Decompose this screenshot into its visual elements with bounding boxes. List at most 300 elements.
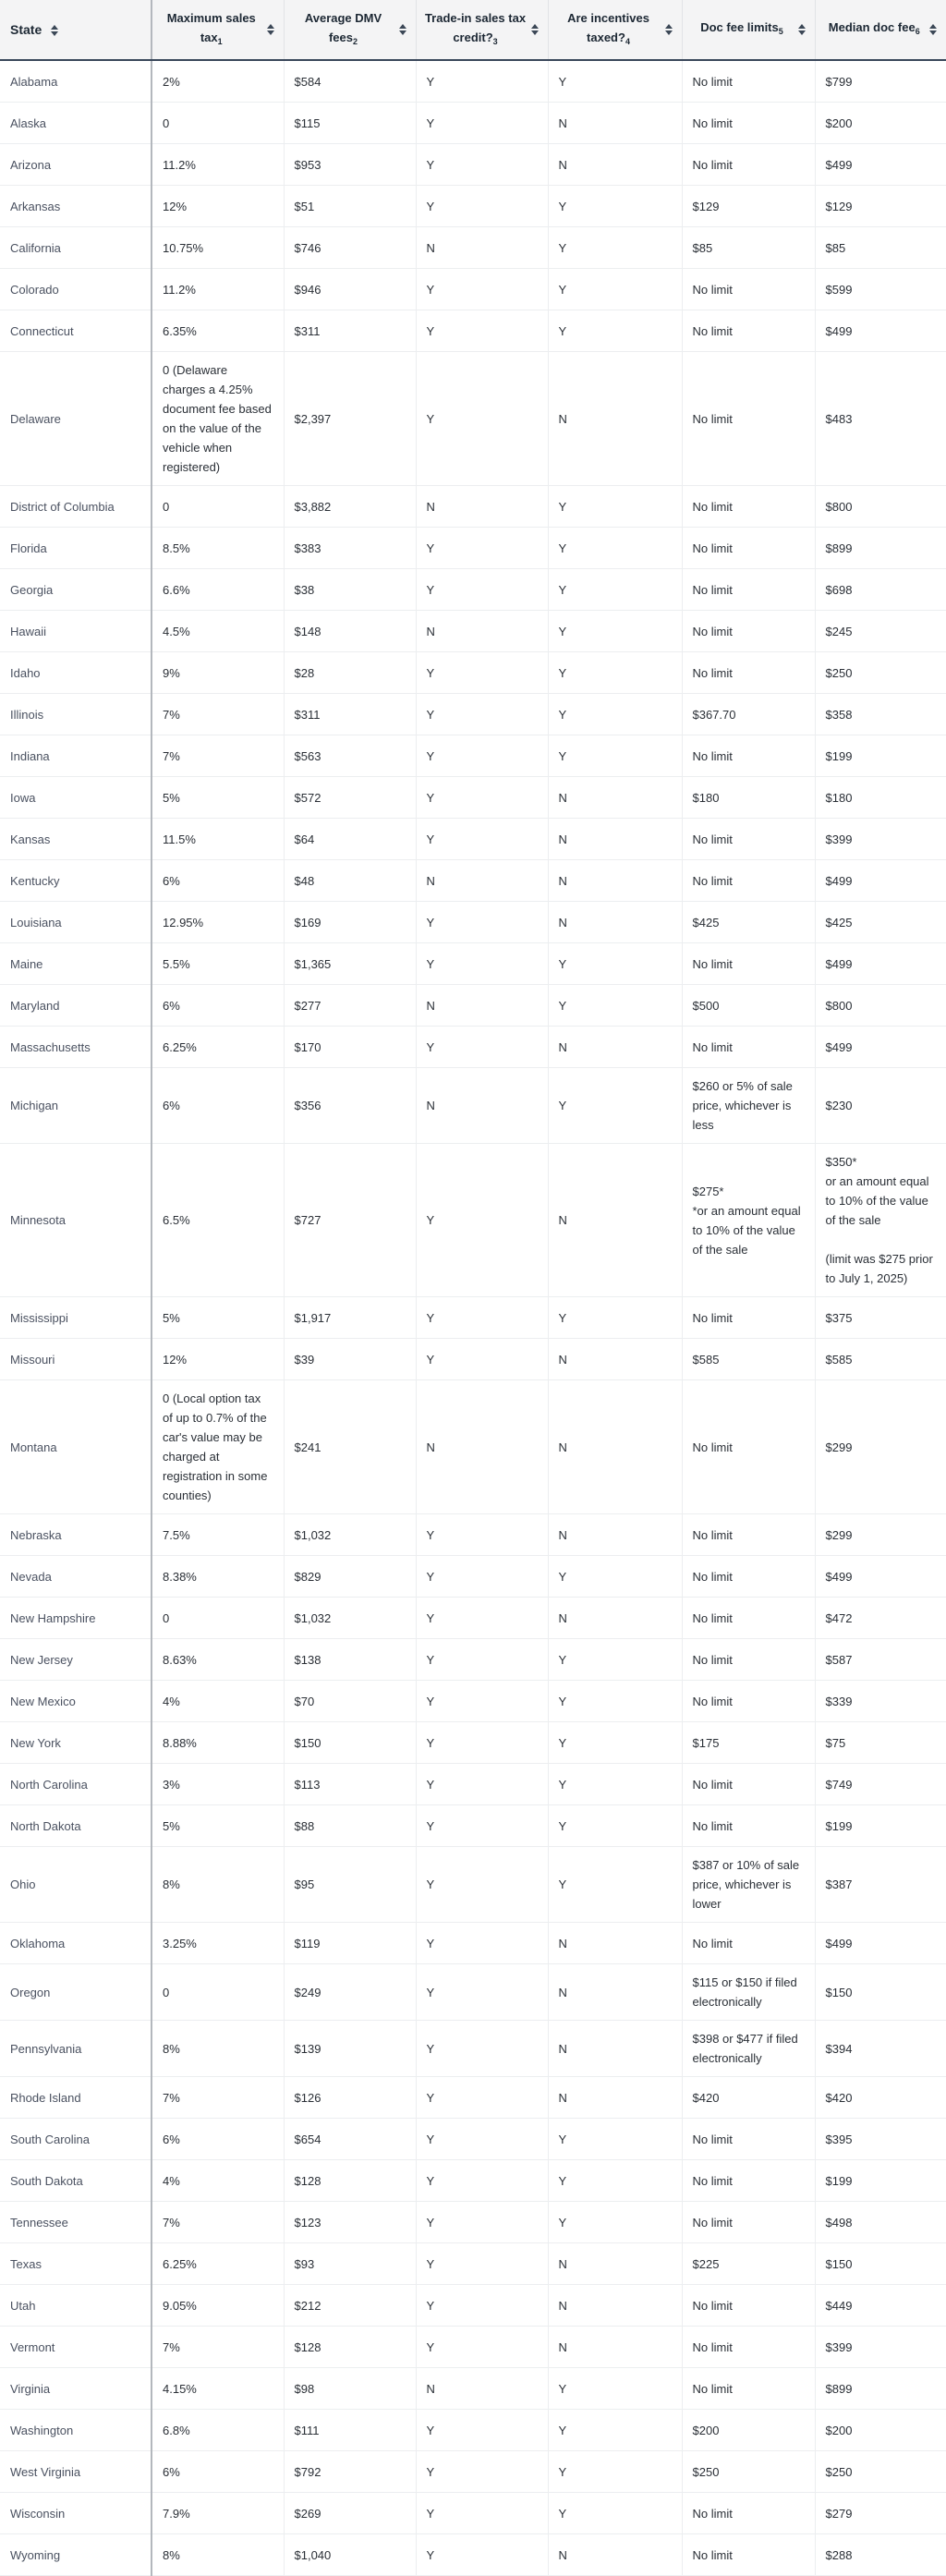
table-row [0, 269, 946, 310]
table-row [0, 694, 946, 735]
table-row [0, 1068, 946, 1144]
cell-trade-in-credit: Y [416, 1847, 548, 1923]
cell-incentives-taxed: N [548, 2243, 682, 2285]
cell-doc-fee-limit: $387 or 10% of sale price, whichever is lower [682, 1847, 815, 1923]
column-header-trade-in-credit[interactable] [416, 0, 548, 60]
cell-sales-tax: 6% [152, 985, 284, 1027]
sort-up-down-icon[interactable] [929, 24, 937, 35]
cell-state: Missouri [0, 1339, 152, 1380]
cell-doc-fee-limit: No limit [682, 1297, 815, 1339]
cell-state: Oregon [0, 1964, 152, 2021]
cell-sales-tax: 5% [152, 777, 284, 819]
table-row [0, 310, 946, 352]
cell-median-doc-fee: $299 [815, 1380, 946, 1514]
table-row [0, 569, 946, 611]
cell-sales-tax: 6% [152, 1068, 284, 1144]
cell-incentives-taxed: N [548, 1923, 682, 1964]
cell-dmv-fees: $148 [284, 611, 416, 652]
cell-state: Maine [0, 943, 152, 985]
cell-median-doc-fee: $75 [815, 1722, 946, 1764]
cell-doc-fee-limit: No limit [682, 569, 815, 611]
cell-doc-fee-limit: No limit [682, 652, 815, 694]
cell-doc-fee-limit: $367.70 [682, 694, 815, 735]
cell-median-doc-fee: $199 [815, 2160, 946, 2202]
cell-median-doc-fee: $599 [815, 269, 946, 310]
cell-state: Massachusetts [0, 1027, 152, 1068]
cell-doc-fee-limit: $115 or $150 if filed electronically [682, 1964, 815, 2021]
cell-trade-in-credit: Y [416, 943, 548, 985]
cell-trade-in-credit: Y [416, 144, 548, 186]
cell-trade-in-credit: Y [416, 902, 548, 943]
cell-state: Vermont [0, 2327, 152, 2368]
column-header-dmv-fees[interactable] [284, 0, 416, 60]
cell-incentives-taxed: Y [548, 186, 682, 227]
cell-doc-fee-limit: No limit [682, 611, 815, 652]
table-row [0, 2160, 946, 2202]
cell-doc-fee-limit: No limit [682, 269, 815, 310]
cell-median-doc-fee: $472 [815, 1598, 946, 1639]
cell-incentives-taxed: N [548, 2077, 682, 2119]
cell-sales-tax: 0 [152, 1598, 284, 1639]
cell-sales-tax: 8% [152, 2021, 284, 2077]
cell-median-doc-fee: $85 [815, 227, 946, 269]
cell-state: Georgia [0, 569, 152, 611]
cell-trade-in-credit: Y [416, 1556, 548, 1598]
cell-dmv-fees: $792 [284, 2451, 416, 2493]
cell-sales-tax: 12.95% [152, 902, 284, 943]
cell-incentives-taxed: N [548, 777, 682, 819]
cell-doc-fee-limit: No limit [682, 2534, 815, 2576]
table-row [0, 186, 946, 227]
cell-dmv-fees: $2,397 [284, 352, 416, 486]
cell-incentives-taxed: N [548, 2534, 682, 2576]
cell-dmv-fees: $1,040 [284, 2534, 416, 2576]
cell-doc-fee-limit: $85 [682, 227, 815, 269]
cell-doc-fee-limit: No limit [682, 1380, 815, 1514]
column-header-state[interactable] [0, 0, 152, 60]
cell-incentives-taxed: N [548, 1027, 682, 1068]
cell-incentives-taxed: Y [548, 2202, 682, 2243]
cell-state: Arkansas [0, 186, 152, 227]
cell-state: Indiana [0, 735, 152, 777]
cell-dmv-fees: $1,917 [284, 1297, 416, 1339]
cell-sales-tax: 7% [152, 2077, 284, 2119]
cell-dmv-fees: $654 [284, 2119, 416, 2160]
cell-trade-in-credit: Y [416, 2160, 548, 2202]
cell-dmv-fees: $113 [284, 1764, 416, 1805]
cell-dmv-fees: $119 [284, 1923, 416, 1964]
table-row [0, 2410, 946, 2451]
cell-median-doc-fee: $288 [815, 2534, 946, 2576]
cell-sales-tax: 7% [152, 2327, 284, 2368]
cell-state: Tennessee [0, 2202, 152, 2243]
cell-sales-tax: 5% [152, 1805, 284, 1847]
cell-sales-tax: 4.5% [152, 611, 284, 652]
cell-incentives-taxed: Y [548, 1556, 682, 1598]
cell-trade-in-credit: Y [416, 2534, 548, 2576]
cell-incentives-taxed: Y [548, 985, 682, 1027]
cell-doc-fee-limit: No limit [682, 1805, 815, 1847]
cell-doc-fee-limit: $420 [682, 2077, 815, 2119]
cell-incentives-taxed: N [548, 819, 682, 860]
cell-trade-in-credit: Y [416, 2451, 548, 2493]
cell-incentives-taxed: Y [548, 1681, 682, 1722]
cell-median-doc-fee: $420 [815, 2077, 946, 2119]
cell-dmv-fees: $3,882 [284, 486, 416, 528]
cell-doc-fee-limit: No limit [682, 528, 815, 569]
cell-median-doc-fee: $339 [815, 1681, 946, 1722]
footnote-marker: 6 [915, 27, 920, 36]
cell-incentives-taxed: Y [548, 943, 682, 985]
cell-incentives-taxed: N [548, 2327, 682, 2368]
cell-state: Rhode Island [0, 2077, 152, 2119]
cell-median-doc-fee: $499 [815, 1923, 946, 1964]
cell-median-doc-fee: $425 [815, 902, 946, 943]
table-row [0, 486, 946, 528]
cell-state: Kentucky [0, 860, 152, 902]
cell-dmv-fees: $356 [284, 1068, 416, 1144]
cell-median-doc-fee: $499 [815, 1027, 946, 1068]
cell-dmv-fees: $170 [284, 1027, 416, 1068]
column-header-median-doc-fee[interactable] [815, 0, 946, 60]
cell-trade-in-credit: Y [416, 1923, 548, 1964]
cell-trade-in-credit: N [416, 1068, 548, 1144]
cell-dmv-fees: $829 [284, 1556, 416, 1598]
cell-trade-in-credit: N [416, 860, 548, 902]
cell-incentives-taxed: N [548, 1380, 682, 1514]
cell-trade-in-credit: N [416, 2368, 548, 2410]
cell-dmv-fees: $311 [284, 694, 416, 735]
cell-median-doc-fee: $698 [815, 569, 946, 611]
cell-doc-fee-limit: $250 [682, 2451, 815, 2493]
column-header-label: Doc fee limits [700, 20, 779, 34]
cell-trade-in-credit: Y [416, 1964, 548, 2021]
cell-doc-fee-limit: No limit [682, 1923, 815, 1964]
sort-up-down-icon[interactable] [399, 24, 406, 35]
cell-median-doc-fee: $498 [815, 2202, 946, 2243]
cell-dmv-fees: $572 [284, 777, 416, 819]
cell-dmv-fees: $277 [284, 985, 416, 1027]
cell-state: New Hampshire [0, 1598, 152, 1639]
sort-up-down-icon[interactable] [798, 24, 806, 35]
cell-median-doc-fee: $449 [815, 2285, 946, 2327]
cell-median-doc-fee: $587 [815, 1639, 946, 1681]
cell-trade-in-credit: Y [416, 1805, 548, 1847]
cell-trade-in-credit: Y [416, 103, 548, 144]
cell-sales-tax: 3.25% [152, 1923, 284, 1964]
cell-median-doc-fee: $180 [815, 777, 946, 819]
column-header-label: Are incentives taxed? [567, 10, 649, 44]
cell-sales-tax: 11.2% [152, 144, 284, 186]
cell-doc-fee-limit: No limit [682, 819, 815, 860]
table-row [0, 1722, 946, 1764]
cell-dmv-fees: $138 [284, 1639, 416, 1681]
cell-doc-fee-limit: $275* *or an amount equal to 10% of the value of the sale [682, 1144, 815, 1297]
cell-sales-tax: 7.5% [152, 1514, 284, 1556]
cell-median-doc-fee: $499 [815, 310, 946, 352]
table-row [0, 1764, 946, 1805]
column-header-label: Median doc fee [828, 20, 916, 34]
table-row [0, 1847, 946, 1923]
cell-dmv-fees: $727 [284, 1144, 416, 1297]
table-header [0, 0, 946, 60]
cell-sales-tax: 8.5% [152, 528, 284, 569]
cell-doc-fee-limit: $585 [682, 1339, 815, 1380]
cell-doc-fee-limit: $260 or 5% of sale price, whichever is less [682, 1068, 815, 1144]
cell-dmv-fees: $269 [284, 2493, 416, 2534]
cell-sales-tax: 6.5% [152, 1144, 284, 1297]
cell-doc-fee-limit: $225 [682, 2243, 815, 2285]
cell-state: Colorado [0, 269, 152, 310]
sort-up-down-icon[interactable] [267, 24, 274, 35]
cell-doc-fee-limit: No limit [682, 144, 815, 186]
table-row [0, 227, 946, 269]
table-row [0, 2202, 946, 2243]
cell-median-doc-fee: $250 [815, 2451, 946, 2493]
cell-median-doc-fee: $299 [815, 1514, 946, 1556]
table-row [0, 611, 946, 652]
cell-sales-tax: 9.05% [152, 2285, 284, 2327]
footnote-marker: 1 [217, 36, 223, 46]
cell-incentives-taxed: Y [548, 2410, 682, 2451]
cell-dmv-fees: $115 [284, 103, 416, 144]
cell-state: Montana [0, 1380, 152, 1514]
cell-trade-in-credit: Y [416, 2327, 548, 2368]
cell-median-doc-fee: $279 [815, 2493, 946, 2534]
cell-sales-tax: 8.38% [152, 1556, 284, 1598]
cell-state: South Carolina [0, 2119, 152, 2160]
cell-sales-tax: 5.5% [152, 943, 284, 985]
table-row [0, 1964, 946, 2021]
cell-doc-fee-limit: No limit [682, 2327, 815, 2368]
cell-trade-in-credit: Y [416, 60, 548, 103]
cell-incentives-taxed: Y [548, 269, 682, 310]
cell-sales-tax: 3% [152, 1764, 284, 1805]
cell-median-doc-fee: $499 [815, 1556, 946, 1598]
cell-state: Connecticut [0, 310, 152, 352]
cell-incentives-taxed: Y [548, 652, 682, 694]
table-row [0, 943, 946, 985]
table-row [0, 1923, 946, 1964]
cell-dmv-fees: $311 [284, 310, 416, 352]
cell-incentives-taxed: Y [548, 569, 682, 611]
column-header-label: Trade-in sales tax credit? [424, 10, 527, 44]
cell-trade-in-credit: Y [416, 1339, 548, 1380]
table-row [0, 2368, 946, 2410]
cell-state: South Dakota [0, 2160, 152, 2202]
cell-state: Wisconsin [0, 2493, 152, 2534]
cell-sales-tax: 5% [152, 1297, 284, 1339]
cell-state: Alaska [0, 103, 152, 144]
table-row [0, 1805, 946, 1847]
cell-incentives-taxed: N [548, 2021, 682, 2077]
cell-doc-fee-limit: $129 [682, 186, 815, 227]
cell-doc-fee-limit: No limit [682, 2368, 815, 2410]
cell-trade-in-credit: Y [416, 2285, 548, 2327]
cell-trade-in-credit: Y [416, 1722, 548, 1764]
cell-median-doc-fee: $394 [815, 2021, 946, 2077]
table-row [0, 652, 946, 694]
cell-dmv-fees: $746 [284, 227, 416, 269]
cell-dmv-fees: $150 [284, 1722, 416, 1764]
cell-doc-fee-limit: No limit [682, 735, 815, 777]
cell-sales-tax: 6.8% [152, 2410, 284, 2451]
cell-trade-in-credit: Y [416, 2021, 548, 2077]
cell-state: Pennsylvania [0, 2021, 152, 2077]
cell-incentives-taxed: Y [548, 2160, 682, 2202]
cell-sales-tax: 12% [152, 186, 284, 227]
cell-incentives-taxed: N [548, 1144, 682, 1297]
cell-trade-in-credit: Y [416, 1297, 548, 1339]
sort-up-down-icon[interactable] [531, 24, 539, 35]
table-row [0, 528, 946, 569]
cell-state: Virginia [0, 2368, 152, 2410]
cell-dmv-fees: $48 [284, 860, 416, 902]
cell-dmv-fees: $38 [284, 569, 416, 611]
cell-state: Wyoming [0, 2534, 152, 2576]
column-header-sales-tax[interactable] [152, 0, 284, 60]
column-header-incentives-taxed[interactable] [548, 0, 682, 60]
table-row [0, 819, 946, 860]
sort-up-down-icon[interactable] [665, 24, 673, 35]
cell-sales-tax: 6.25% [152, 1027, 284, 1068]
cell-median-doc-fee: $350* or an amount equal to 10% of the value of the sale (limit was $275 prior to July 1, 2025) [815, 1144, 946, 1297]
cell-sales-tax: 4.15% [152, 2368, 284, 2410]
table-row [0, 860, 946, 902]
cell-dmv-fees: $93 [284, 2243, 416, 2285]
table-row [0, 2243, 946, 2285]
table-row [0, 2285, 946, 2327]
cell-state: Illinois [0, 694, 152, 735]
cell-median-doc-fee: $199 [815, 1805, 946, 1847]
cell-dmv-fees: $95 [284, 1847, 416, 1923]
cell-sales-tax: 7% [152, 694, 284, 735]
cell-trade-in-credit: Y [416, 694, 548, 735]
cell-dmv-fees: $88 [284, 1805, 416, 1847]
cell-state: Oklahoma [0, 1923, 152, 1964]
cell-incentives-taxed: N [548, 2285, 682, 2327]
cell-doc-fee-limit: No limit [682, 310, 815, 352]
cell-doc-fee-limit: No limit [682, 943, 815, 985]
cell-state: Nebraska [0, 1514, 152, 1556]
cell-incentives-taxed: Y [548, 2119, 682, 2160]
cell-incentives-taxed: Y [548, 227, 682, 269]
cell-dmv-fees: $128 [284, 2160, 416, 2202]
table-row [0, 1144, 946, 1297]
cell-doc-fee-limit: No limit [682, 2493, 815, 2534]
table-row [0, 1598, 946, 1639]
table-row [0, 1339, 946, 1380]
cell-incentives-taxed: N [548, 860, 682, 902]
cell-incentives-taxed: N [548, 1964, 682, 2021]
cell-doc-fee-limit: No limit [682, 1556, 815, 1598]
footnote-marker: 2 [353, 36, 358, 46]
cell-state: Idaho [0, 652, 152, 694]
cell-trade-in-credit: Y [416, 2243, 548, 2285]
cell-dmv-fees: $563 [284, 735, 416, 777]
cell-trade-in-credit: Y [416, 819, 548, 860]
cell-dmv-fees: $98 [284, 2368, 416, 2410]
cell-state: Arizona [0, 144, 152, 186]
cell-state: Texas [0, 2243, 152, 2285]
cell-trade-in-credit: N [416, 611, 548, 652]
cell-doc-fee-limit: $180 [682, 777, 815, 819]
cell-state: Delaware [0, 352, 152, 486]
cell-median-doc-fee: $483 [815, 352, 946, 486]
table-body [0, 60, 946, 2576]
cell-dmv-fees: $1,032 [284, 1514, 416, 1556]
cell-state: Louisiana [0, 902, 152, 943]
cell-incentives-taxed: Y [548, 1639, 682, 1681]
cell-sales-tax: 8% [152, 1847, 284, 1923]
cell-median-doc-fee: $375 [815, 1297, 946, 1339]
cell-sales-tax: 6.25% [152, 2243, 284, 2285]
table-row [0, 2119, 946, 2160]
cell-trade-in-credit: N [416, 486, 548, 528]
cell-incentives-taxed: N [548, 1514, 682, 1556]
cell-trade-in-credit: Y [416, 2077, 548, 2119]
column-header-label: Maximum sales tax [166, 10, 256, 44]
cell-incentives-taxed: N [548, 352, 682, 486]
sort-up-down-icon[interactable] [51, 25, 58, 36]
cell-state: District of Columbia [0, 486, 152, 528]
footnote-marker: 5 [778, 27, 783, 36]
cell-doc-fee-limit: No limit [682, 1764, 815, 1805]
cell-sales-tax: 2% [152, 60, 284, 103]
cell-trade-in-credit: Y [416, 2202, 548, 2243]
cell-sales-tax: 6.35% [152, 310, 284, 352]
cell-median-doc-fee: $395 [815, 2119, 946, 2160]
cell-trade-in-credit: Y [416, 2493, 548, 2534]
cell-incentives-taxed: Y [548, 1722, 682, 1764]
cell-doc-fee-limit: No limit [682, 103, 815, 144]
cell-dmv-fees: $39 [284, 1339, 416, 1380]
cell-dmv-fees: $126 [284, 2077, 416, 2119]
cell-state: New York [0, 1722, 152, 1764]
cell-doc-fee-limit: No limit [682, 2202, 815, 2243]
cell-incentives-taxed: Y [548, 60, 682, 103]
cell-median-doc-fee: $250 [815, 652, 946, 694]
cell-dmv-fees: $139 [284, 2021, 416, 2077]
column-header-label: State [10, 21, 42, 37]
cell-dmv-fees: $953 [284, 144, 416, 186]
table-row [0, 1556, 946, 1598]
cell-trade-in-credit: Y [416, 310, 548, 352]
cell-sales-tax: 0 [152, 103, 284, 144]
cell-median-doc-fee: $585 [815, 1339, 946, 1380]
cell-median-doc-fee: $230 [815, 1068, 946, 1144]
cell-sales-tax: 0 (Local option tax of up to 0.7% of the car's value may be charged at registration in some counties) [152, 1380, 284, 1514]
cell-state: Nevada [0, 1556, 152, 1598]
cell-median-doc-fee: $200 [815, 2410, 946, 2451]
cell-median-doc-fee: $150 [815, 1964, 946, 2021]
table-row [0, 1380, 946, 1514]
cell-state: Iowa [0, 777, 152, 819]
cell-incentives-taxed: Y [548, 2451, 682, 2493]
cell-dmv-fees: $123 [284, 2202, 416, 2243]
cell-incentives-taxed: Y [548, 1297, 682, 1339]
table-row [0, 60, 946, 103]
cell-incentives-taxed: N [548, 1598, 682, 1639]
table-row [0, 1027, 946, 1068]
cell-trade-in-credit: Y [416, 1598, 548, 1639]
cell-state: Maryland [0, 985, 152, 1027]
header-row [0, 0, 946, 60]
cell-incentives-taxed: N [548, 144, 682, 186]
column-header-doc-fee-limits[interactable] [682, 0, 815, 60]
cell-doc-fee-limit: No limit [682, 1027, 815, 1068]
cell-state: Florida [0, 528, 152, 569]
